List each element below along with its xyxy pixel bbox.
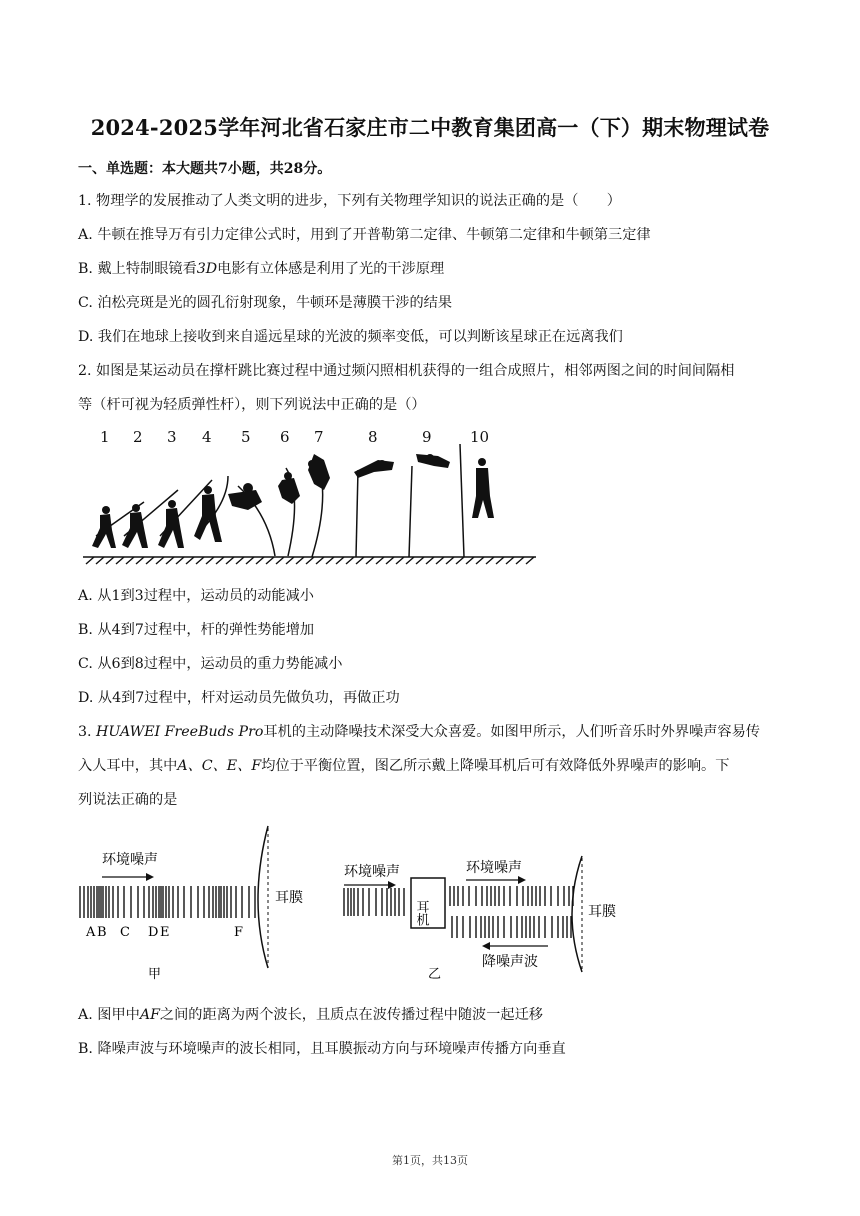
frame-label: 8 [368, 428, 378, 446]
ground [83, 557, 536, 564]
q2-option-c: C. 从6到8过程中，运动员的重力势能减小 [78, 656, 343, 672]
svg-text:E: E [160, 925, 170, 940]
point-labels [85, 925, 243, 940]
frame-label: 1 [100, 428, 110, 446]
q3-option-a: A. 图甲中AF之间的距离为两个波长，且质点在波传播过程中随波一起迁移 [78, 1007, 543, 1023]
frame-label: 4 [202, 428, 212, 446]
q1-option-b: B. 戴上特制眼镜看3D电影有立体感是利用了光的干涉原理 [78, 261, 445, 277]
earphone-label: 耳机 [413, 900, 429, 926]
page-title: 2024-2025学年河北省石家庄市二中教育集团高一（下）期末物理试卷 [90, 115, 770, 140]
athlete-silhouette [92, 454, 494, 548]
noise-label: 环境噪声 [102, 852, 158, 868]
q1-option-a: A. 牛顿在推导万有引力定律公式时，用到了开普勒第二定律、牛顿第二定律和牛顿第三定律 [78, 227, 651, 243]
frame-label: 2 [133, 428, 143, 446]
svg-text:F: F [234, 925, 244, 940]
figure-a-label: 甲 [148, 967, 162, 982]
section-heading: 一、单选题：本大题共7小题，共28分。 [78, 161, 332, 177]
q2-option-a: A. 从1到3过程中，运动员的动能减小 [78, 588, 314, 604]
page-footer: 第1页，共13页 [392, 1154, 468, 1167]
frame-label: 9 [422, 428, 432, 446]
eardrum-label: 耳膜 [588, 904, 616, 920]
svg-text:A: A [86, 925, 96, 940]
eardrum-label: 耳膜 [275, 890, 303, 906]
q3-stem-line2: 入人耳中，其中A、C、E、F均位于平衡位置，图乙所示戴上降噪耳机后可有效降低外界噪声的影响。下 [78, 758, 730, 774]
noise-label: 环境噪声 [466, 860, 522, 876]
q2-stem-line1: 2. 如图是某运动员在撑杆跳比赛过程中通过频闪照相机获得的一组合成照片，相邻两图之间的时间间隔相 [78, 363, 735, 379]
frame-label: 5 [241, 428, 251, 446]
wave-lines-bottom [452, 916, 571, 938]
q1-option-c: C. 泊松亮斑是光的圆孔衍射现象，牛顿环是薄膜干涉的结果 [78, 295, 453, 311]
eardrum-shape [258, 826, 268, 968]
pole [96, 444, 464, 557]
pole-vault-figure [78, 424, 548, 564]
anti-noise-label: 降噪声波 [482, 954, 538, 970]
eardrum-shape [572, 856, 582, 972]
q3-option-b: B. 降噪声波与环境噪声的波长相同，且耳膜振动方向与环境噪声传播方向垂直 [78, 1041, 566, 1057]
frame-label: 3 [167, 428, 177, 446]
figure-b-label: 乙 [428, 967, 442, 982]
arrow-icon [102, 873, 154, 881]
wave-lines-top [450, 886, 573, 906]
svg-text:B: B [97, 925, 107, 940]
svg-text:C: C [120, 925, 130, 940]
q1-option-d: D. 我们在地球上接收到来自遥远星球的光波的频率变低，可以判断该星球正在远离我们 [78, 329, 623, 345]
q1-stem: 1. 物理学的发展推动了人类文明的进步，下列有关物理学知识的说法正确的是（ ） [78, 193, 621, 209]
wave-lines [80, 886, 255, 918]
q2-option-d: D. 从4到7过程中，杆对运动员先做负功，再做正功 [78, 690, 400, 706]
noise-cancelling-figure [78, 822, 638, 982]
arrow-icon [344, 881, 396, 889]
frame-label: 7 [314, 428, 324, 446]
q3-stem-line1: 3. HUAWEI FreeBuds Pro耳机的主动降噪技术深受大众喜爱。如图甲所示，人们听音乐时外界噪声容易传 [78, 724, 760, 740]
q2-option-b: B. 从4到7过程中，杆的弹性势能增加 [78, 622, 315, 638]
frame-label: 10 [470, 428, 490, 446]
svg-text:D: D [148, 925, 159, 940]
arrow-icon [482, 942, 548, 950]
arrow-icon [466, 876, 526, 884]
q2-stem-line2: 等（杆可视为轻质弹性杆），则下列说法中正确的是（） [78, 397, 426, 413]
q3-stem-line3: 列说法正确的是 [78, 792, 178, 808]
noise-label: 环境噪声 [344, 864, 400, 880]
frame-label: 6 [280, 428, 290, 446]
wave-lines [344, 888, 404, 916]
